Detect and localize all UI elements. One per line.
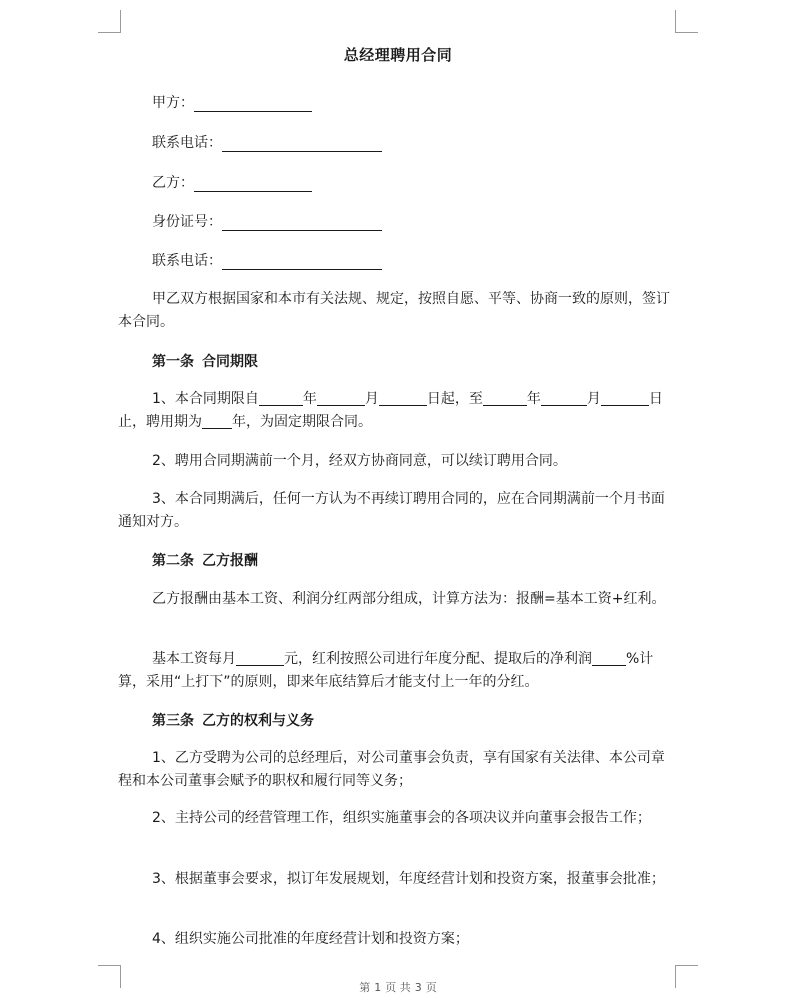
article-3-title: 乙方的权利与义务 bbox=[202, 713, 314, 729]
start-day-blank[interactable] bbox=[379, 390, 427, 406]
intro-paragraph bbox=[118, 288, 676, 334]
clause-text: 日止，聘用期为 bbox=[118, 391, 663, 430]
footer-text: 页 bbox=[425, 981, 437, 994]
id-number-field bbox=[152, 211, 382, 231]
id-number-blank[interactable] bbox=[222, 214, 382, 231]
article-3-clause-4 bbox=[118, 928, 676, 951]
clause-text: 元，红利按照公司进行年度分配、提取后的净利润 bbox=[284, 651, 592, 667]
clause-text: 3、根据董事会要求，拟订年发展规划，年度经营计划和投资方案，报董事会批准； bbox=[152, 871, 665, 887]
end-year-blank[interactable] bbox=[483, 390, 527, 406]
monthly-salary-blank[interactable] bbox=[236, 650, 284, 666]
phone-2-label: 联系电话： bbox=[152, 253, 222, 269]
article-3-clause-3 bbox=[118, 868, 676, 891]
party-a-field bbox=[152, 92, 312, 112]
article-3-heading bbox=[152, 710, 314, 730]
clause-text: 2、聘用合同期满前一个月，经双方协商同意，可以续订聘用合同。 bbox=[152, 453, 567, 469]
clause-text: %计算，采用“上打下”的原则，即来年底结算后才能支付上一年的分红。 bbox=[118, 651, 654, 690]
term-years-blank[interactable] bbox=[202, 413, 232, 429]
article-1-heading bbox=[152, 351, 258, 371]
article-2-title: 乙方报酬 bbox=[202, 553, 258, 569]
end-day-blank[interactable] bbox=[601, 390, 649, 406]
clause-text: 4、组织实施公司批准的年度经营计划和投资方案； bbox=[152, 931, 469, 947]
clause-text: 基本工资每月 bbox=[152, 651, 236, 667]
document-title: 总经理聘用合同 bbox=[343, 46, 453, 64]
clause-text: 1、本合同期限自 bbox=[152, 391, 259, 407]
current-page: 1 bbox=[374, 981, 382, 994]
footer-text: 页 共 bbox=[385, 981, 411, 994]
phone-2-blank[interactable] bbox=[222, 253, 382, 270]
article-3-number: 第三条 bbox=[152, 713, 194, 729]
party-a-blank[interactable] bbox=[194, 95, 312, 112]
article-1-title: 合同期限 bbox=[202, 354, 258, 370]
total-pages: 3 bbox=[414, 981, 422, 994]
clause-text: 年 bbox=[302, 391, 317, 407]
article-1-clause-3 bbox=[118, 488, 676, 534]
clause-text: 1、乙方受聘为公司的总经理后，对公司董事会负责，享有国家有关法律、本公司章程和本公司董事会赋予的职权和履行同等义务； bbox=[118, 750, 665, 789]
clause-text: 月 bbox=[586, 391, 601, 407]
page-number-footer bbox=[0, 979, 796, 995]
party-b-blank[interactable] bbox=[194, 175, 312, 192]
clause-text: 3、本合同期满后，任何一方认为不再续订聘用合同的，应在合同期满前一个月书面通知对方。 bbox=[118, 491, 665, 530]
clause-text: 乙方报酬由基本工资、利润分红两部分组成，计算方法为：报酬=基本工资+红利。 bbox=[152, 591, 666, 607]
margin-mark-top-right bbox=[675, 10, 698, 33]
clause-text: 日起，至 bbox=[426, 391, 483, 407]
margin-mark-top-left bbox=[98, 10, 121, 33]
article-3-clause-1 bbox=[118, 747, 676, 793]
end-month-blank[interactable] bbox=[541, 390, 587, 406]
intro-text: 甲乙双方根据国家和本市有关法规、规定，按照自愿、平等、协商一致的原则，签订本合同。 bbox=[118, 291, 670, 330]
phone-1-label: 联系电话： bbox=[152, 135, 222, 151]
article-2-heading bbox=[152, 550, 258, 570]
article-2-clause-2 bbox=[118, 648, 676, 694]
clause-text: 2、主持公司的经营管理工作，组织实施董事会的各项决议并向董事会报告工作； bbox=[152, 810, 651, 826]
profit-percent-blank[interactable] bbox=[592, 650, 626, 666]
phone-2-field bbox=[152, 250, 382, 270]
clause-text: 年 bbox=[526, 391, 541, 407]
article-1-number: 第一条 bbox=[152, 354, 194, 370]
start-year-blank[interactable] bbox=[259, 390, 303, 406]
clause-text: 年，为固定期限合同。 bbox=[232, 414, 372, 430]
article-2-number: 第二条 bbox=[152, 553, 194, 569]
phone-1-field bbox=[152, 132, 382, 152]
article-3-clause-2 bbox=[118, 807, 676, 830]
party-a-label: 甲方： bbox=[152, 95, 194, 111]
article-1-clause-1 bbox=[118, 388, 676, 434]
clause-text: 月 bbox=[364, 391, 379, 407]
phone-1-blank[interactable] bbox=[222, 135, 382, 152]
article-2-clause-1 bbox=[118, 588, 676, 611]
article-1-clause-2 bbox=[118, 450, 676, 473]
party-b-field bbox=[152, 172, 312, 192]
start-month-blank[interactable] bbox=[317, 390, 365, 406]
footer-text: 第 bbox=[359, 981, 371, 994]
id-number-label: 身份证号： bbox=[152, 214, 222, 230]
party-b-label: 乙方： bbox=[152, 175, 194, 191]
